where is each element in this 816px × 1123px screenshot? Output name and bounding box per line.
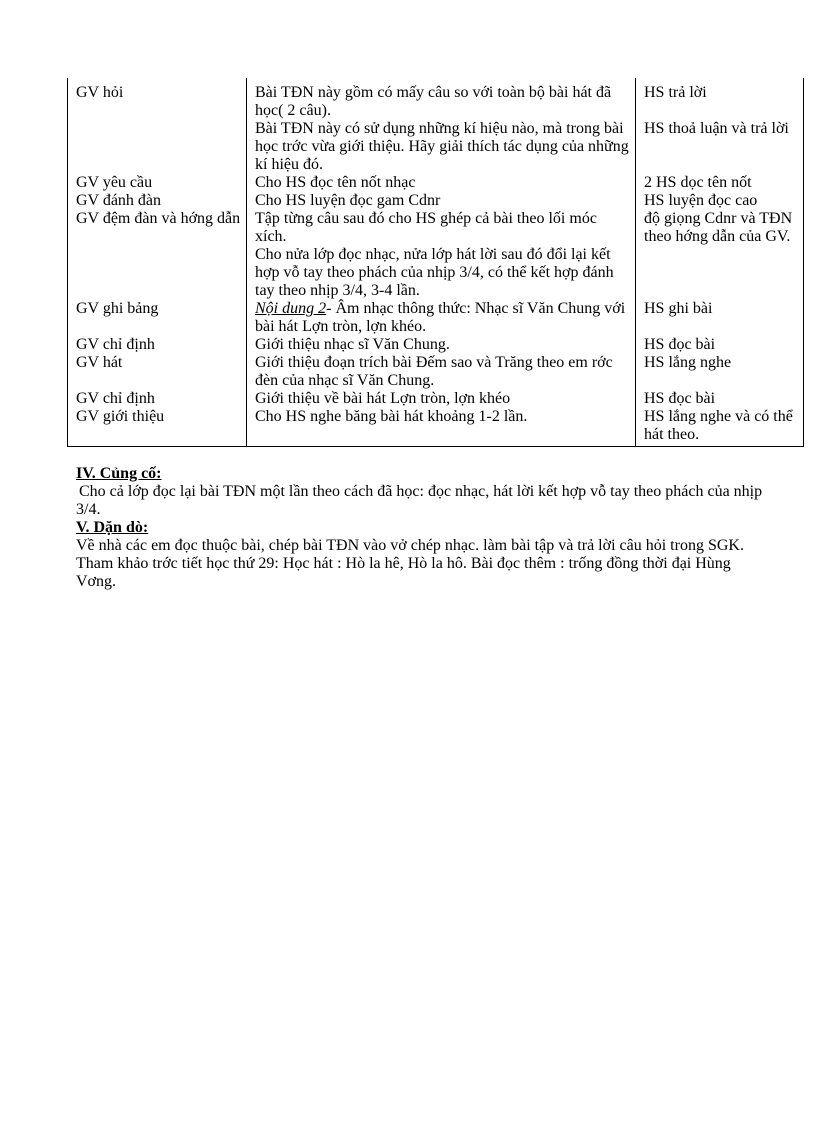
student-cell: độ giọng Cdnr và TĐN theo hớng dẫn của GV. <box>644 210 793 245</box>
section-homework <box>76 519 766 591</box>
content-cell: Cho HS nghe băng bài hát khoảng 1-2 lần. <box>247 408 636 447</box>
role-cell: GV giới thiệu <box>76 408 165 425</box>
role-cell: GV đệm đàn và hớng dẫn <box>76 210 241 227</box>
content-cell: Cho HS đọc tên nốt nhạc <box>247 174 636 192</box>
student-cell: HS thoả luận và trả lời <box>644 120 789 137</box>
table-row <box>68 408 804 447</box>
content-cell: Giới thiệu nhạc sĩ Văn Chung. <box>247 336 636 354</box>
role-cell: GV yêu cầu <box>76 174 153 191</box>
role-cell <box>68 246 247 300</box>
student-cell: HS đọc bài <box>644 336 716 353</box>
content-cell: Tập từng câu sau đó cho HS ghép cả bài theo lối móc xích. <box>247 210 636 246</box>
student-cell: HS ghi bài <box>644 300 713 317</box>
student-cell: HS lắng nghe và có thể hát theo. <box>644 408 793 443</box>
table-row <box>68 192 804 210</box>
content-cell: Cho nửa lớp đọc nhạc, nửa lớp hát lời sau đó đổi lại kết hợp vỗ tay theo phách của nhịp 3/4, có thể kết hợp đánh tay theo nhịp 3/4, 3-4 lần. <box>247 246 636 300</box>
content-cell: Cho HS luyện đọc gam Cdnr <box>247 192 636 210</box>
lesson-table <box>67 78 804 447</box>
student-cell: HS lắng nghe <box>644 354 732 371</box>
section-body: Về nhà các em đọc thuộc bài, chép bài TĐN vào vở chép nhạc. làm bài tập và trả lời câu hỏi trong SGK. Tham khảo trớc tiết học thứ 29: Học hát : Hò la hê, Hò la hô. Bài đọc thêm : trống đồng thời đại Hùng Vơng. <box>76 537 744 590</box>
content-cell: Giới thiệu về bài hát Lợn tròn, lợn khéo <box>247 390 636 408</box>
role-cell: GV chỉ định <box>76 336 155 353</box>
student-cell: HS trả lời <box>644 84 707 101</box>
content-lead: Nội dung 2 <box>255 300 327 317</box>
content-cell: Giới thiệu đoạn trích bài Đếm sao và Trăng theo em rớc đèn của nhạc sĩ Văn Chung. <box>247 354 636 390</box>
role-cell: GV đánh đàn <box>76 192 162 209</box>
table-row <box>68 210 804 246</box>
table-row <box>68 120 804 174</box>
content-cell: Bài TĐN này gồm có mấy câu so với toàn bộ bài hát đã học( 2 câu). <box>247 78 636 120</box>
section-consolidation <box>76 465 766 519</box>
section-body: Cho cả lớp đọc lại bài TĐN một lần theo cách đã học: đọc nhạc, hát lời kết hợp vỗ tay theo phách của nhịp 3/4. <box>76 483 763 518</box>
table-row <box>68 174 804 192</box>
role-cell: GV chỉ định <box>76 390 155 407</box>
role-cell: GV hỏi <box>76 84 124 101</box>
table-row <box>68 300 804 336</box>
student-cell: 2 HS dọc tên nốt <box>644 174 752 191</box>
table-row <box>68 354 804 390</box>
table-row <box>68 246 804 300</box>
student-cell <box>636 246 804 300</box>
content-text: - Âm nhạc thông thức: Nhạc sĩ Văn Chung với bài hát Lợn tròn, lợn khéo. <box>255 300 626 335</box>
content-cell <box>247 300 636 336</box>
role-cell <box>68 120 247 174</box>
content-cell: Bài TĐN này có sử dụng những kí hiệu nào, mà trong bài học trớc vừa giới thiệu. Hãy giải thích tác dụng của những kí hiệu đó. <box>247 120 636 174</box>
table-row <box>68 78 804 120</box>
role-cell: GV ghi bảng <box>76 300 159 317</box>
section-heading: V. Dặn dò: <box>76 519 149 536</box>
student-cell: HS luyện đọc cao <box>644 192 758 209</box>
table-row <box>68 390 804 408</box>
section-heading: IV. Củng cố: <box>76 465 162 482</box>
table-row <box>68 336 804 354</box>
student-cell: HS đọc bài <box>644 390 716 407</box>
role-cell: GV hát <box>76 354 123 371</box>
